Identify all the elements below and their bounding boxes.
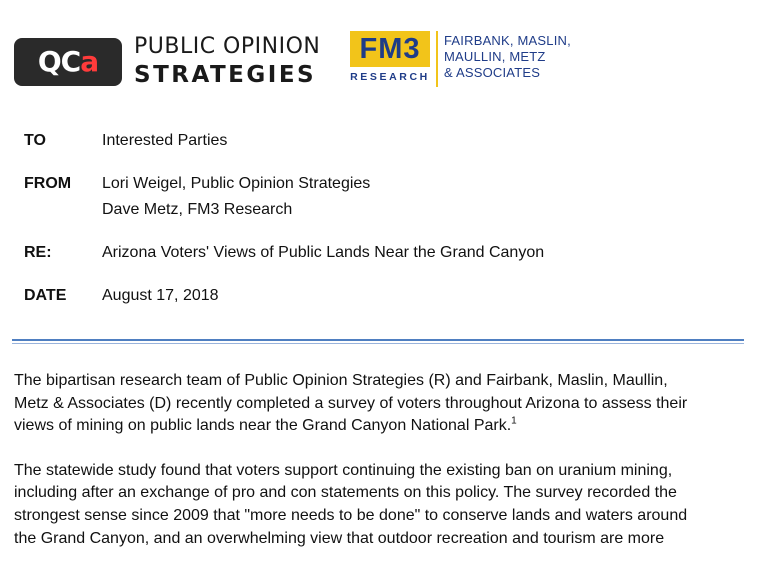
fm3-logo-divider <box>436 31 438 87</box>
fm3-name-line1: FAIRBANK, MASLIN, <box>444 33 571 48</box>
memo-re-value: Arizona Voters' Views of Public Lands Near the Grand Canyon <box>102 244 545 261</box>
body-paragraph-2 <box>14 460 744 550</box>
pos-logo-words <box>134 36 320 87</box>
p2-line3: strongest sense since 2009 that "more needs to be done" to conserve lands and waters around <box>14 506 688 524</box>
memo-from-value-1: Lori Weigel, Public Opinion Strategies <box>102 175 371 192</box>
header-logos <box>0 0 770 110</box>
fm3-logo-wordmark: FM3 <box>350 31 430 67</box>
fm3-logo-firm-name <box>444 33 571 81</box>
fm3-logo-research: RESEARCH <box>350 71 430 83</box>
memo-to-value: Interested Parties <box>102 132 228 149</box>
memo-re-label: RE: <box>24 244 52 261</box>
body-paragraph-1 <box>14 370 744 438</box>
fm3-name-line2: MAULLIN, METZ <box>444 49 546 64</box>
header-divider-thick <box>12 339 744 341</box>
p1-line3: views of mining on public lands near the Grand Canyon National Park. <box>14 417 512 435</box>
pos-logo-line1: PUBLIC OPINION <box>134 34 321 59</box>
p1-line1: The bipartisan research team of Public Opinion Strategies (R) and Fairbank, Maslin, Maullin, <box>14 372 668 389</box>
p1-line2: Metz & Associates (D) recently completed a survey of voters throughout Arizona to assess their <box>14 394 688 412</box>
header-divider-thin <box>12 343 744 344</box>
p2-line2: including after an exchange of pro and con statements on this policy. The survey recorded the <box>14 484 677 502</box>
pos-logo-mark <box>14 38 122 86</box>
p2-line1: The statewide study found that voters support continuing the existing ban on uranium mining, <box>14 461 673 479</box>
memo-from-label: FROM <box>24 175 72 192</box>
fm3-name-line3: & ASSOCIATES <box>444 65 541 80</box>
public-opinion-strategies-logo <box>14 36 320 87</box>
memo-body <box>14 370 744 572</box>
memo-date-value: August 17, 2018 <box>102 287 219 304</box>
footnote-marker: 1 <box>511 415 517 427</box>
p2-line4: the Grand Canyon, and an overwhelming view that outdoor recreation and tourism are more <box>14 529 665 547</box>
memo-from-value-2: Dave Metz, FM3 Research <box>102 201 293 218</box>
memo-to-label: TO <box>24 132 46 149</box>
fm3-logo-block <box>350 31 430 83</box>
pos-logo-mark-text: QCa <box>37 45 99 78</box>
memo-date-label: DATE <box>24 287 67 304</box>
fm3-research-logo <box>350 31 571 87</box>
pos-logo-line2: STRATEGIES <box>134 62 317 88</box>
